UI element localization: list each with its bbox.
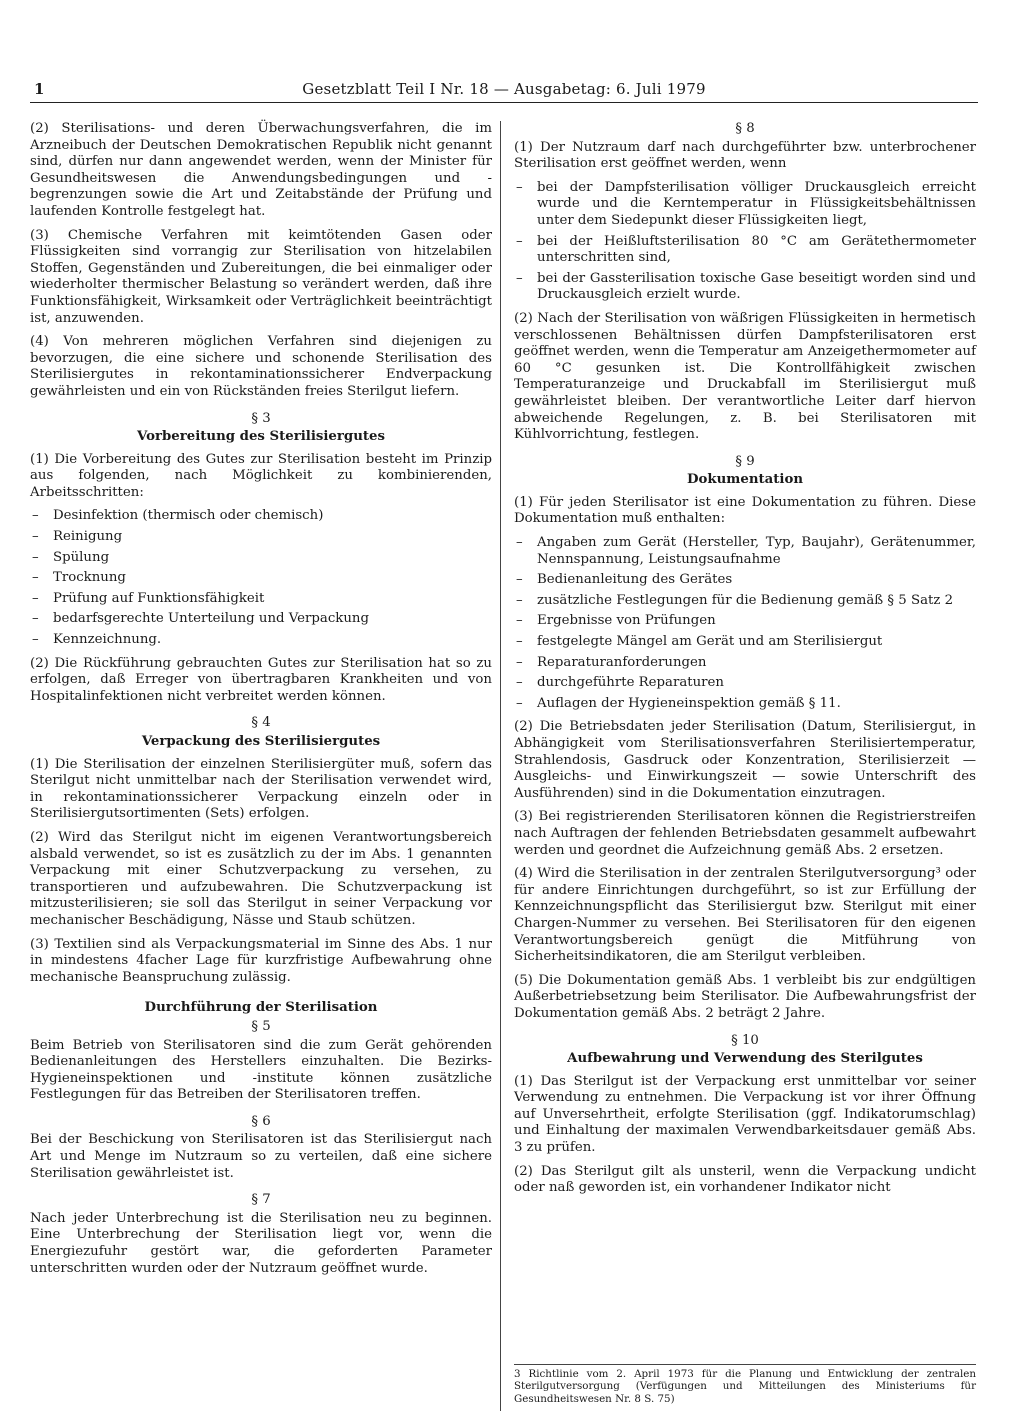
column-divider bbox=[500, 121, 501, 1411]
section-number: § 8 bbox=[735, 121, 755, 136]
list-item: – bei der Heißluftsterilisation 80 °C am Gerätethermometer unterschritten sind, bbox=[514, 234, 976, 267]
section-number: § 7 bbox=[251, 1192, 271, 1208]
section-number: § 4 bbox=[251, 715, 271, 731]
page-header bbox=[30, 78, 978, 103]
footnote: 3 Richtlinie vom 2. April 1973 für die Planung und Entwicklung der zentralen Sterilgutversorgung (Verfügungen und Mitteilungen des Ministeriums für Gesundheitswesen Nr. 8 S. 75) bbox=[514, 1364, 976, 1405]
section-number: § 9 bbox=[735, 453, 755, 469]
gazette-title: Gesetzblatt Teil I Nr. 18 — Ausgabetag: 6. Juli 1979 bbox=[302, 80, 706, 98]
paragraph: (2) Die Rückführung gebrauchten Gutes zur Sterilisation hat so zu erfolgen, daß Erreger von übertragbaren Krankheiten und von Hospitalinfektionen nicht verbreitet werden können. bbox=[30, 655, 492, 704]
paragraph: (2) Nach der Sterilisation von wäßrigen Flüssigkeiten in hermetisch verschlossenen Behältnissen dürfen Dampfsterilisatoren erst geöffnet werden, wenn die Temperatur am Anzeigethermometer auf 60 °C gesunken ist. Die Kontrollfähigkeit zwischen Temperaturanzeige und Druckabfall im Sterilisiergut muß gewährleistet bleiben. Der verantwortliche Leiter darf hiervon abweichende Regelungen, z. B. bei Sterilisatoren mit Kühlvorrichtung, festlegen. bbox=[514, 310, 976, 443]
section-heading: Aufbewahrung und Verwendung des Sterilgutes bbox=[567, 1051, 923, 1067]
documentation-list bbox=[514, 535, 976, 712]
list-item: – Kennzeichnung. bbox=[30, 632, 492, 649]
list-item: – festgelegte Mängel am Gerät und am Sterilisiergut bbox=[514, 634, 976, 651]
paragraph: (4) Wird die Sterilisation in der zentralen Sterilgutversorgung³ oder für andere Einrichtungen durchgeführt, so ist zur Erfüllung der Kennzeichnungspflicht das Sterilisiergut bzw. Sterilgut mit einer Chargen-Nummer zu versehen. Bei Sterilisatoren für den eigenen Verantwortungsbereich genügt die Mitführung von Sicherheitsindikatoren, die am Sterilgut verbleiben. bbox=[514, 866, 976, 965]
paragraph: (4) Von mehreren möglichen Verfahren sind diejenigen zu bevorzugen, die eine sichere und schonende Sterilisation des Sterilisiergutes in rekontaminationssicherer Endverpackung gewährleisten und ein von Rückständen freies Sterilgut liefern. bbox=[30, 334, 492, 399]
paragraph: (1) Für jeden Sterilisator ist eine Dokumentation zu führen. Diese Dokumentation muß enthalten: bbox=[514, 494, 976, 527]
condition-list bbox=[514, 180, 976, 304]
paragraph: (1) Der Nutzraum darf nach durchgeführter bzw. unterbrochener Sterilisation erst geöffnet werden, wenn bbox=[514, 139, 976, 172]
paragraph: (2) Die Betriebsdaten jeder Sterilisation (Datum, Sterilisiergut, in Abhängigkeit vom Sterilisationsverfahren Sterilisiertemperatur, Strahlendosis, Gasdruck oder Konzentration, Sterilisierzeit — Ausgleichs- und Einwirkungszeit — sowie Unterschrift des Ausführenden) sind in die Dokumentation einzutragen. bbox=[514, 719, 976, 801]
section-number: § 6 bbox=[251, 1113, 271, 1129]
paragraph: (2) Wird das Sterilgut nicht im eigenen Verantwortungsbereich alsbald verwendet, so ist es zusätzlich zu der im Abs. 1 genannten Verpackung mit einer Schutzverpackung zu versehen, zu transportieren und aufzubewahren. Die Schutzverpackung ist mitzusterilisieren; sie soll das Sterilgut in seiner Verpackung vor mechanischer Beschädigung, Nässe und Staub schützen. bbox=[30, 829, 492, 928]
step-list bbox=[30, 508, 492, 648]
list-item: – Auflagen der Hygieneinspektion gemäß § 11. bbox=[514, 696, 976, 713]
list-item: – zusätzliche Festlegungen für die Bedienung gemäß § 5 Satz 2 bbox=[514, 593, 976, 610]
list-item: – Reinigung bbox=[30, 529, 492, 546]
paragraph: Bei der Beschickung von Sterilisatoren ist das Sterilisiergut nach Art und Menge im Nutzraum so zu verteilen, daß eine sichere Sterilisation gewährleistet ist. bbox=[30, 1132, 492, 1181]
section-number: § 10 bbox=[731, 1032, 759, 1048]
paragraph: (3) Bei registrierenden Sterilisatoren können die Registrierstreifen nach Auftragen der fehlenden Betriebsdaten gesammelt aufbewahrt werden und geordnet die Aufzeichnung gemäß Abs. 2 ersetzen. bbox=[514, 809, 976, 858]
paragraph: (2) Das Sterilgut gilt als unsteril, wenn die Verpackung undicht oder naß geworden ist, ein vorhandener Indikator nicht bbox=[514, 1163, 976, 1196]
section-heading: Verpackung des Sterilisiergutes bbox=[141, 734, 381, 749]
paragraph: (1) Das Sterilgut ist der Verpackung erst unmittelbar vor seiner Verwendung zu entnehmen. Die Verpackung ist vor ihrer Öffnung auf Unversehrtheit, erfolgte Sterilisation (ggf. Indikatorumschlag) und Einhaltung der maximalen Verwendbarkeitsdauer gemäß Abs. 3 zu prüfen. bbox=[514, 1073, 976, 1156]
list-item: – bei der Dampfsterilisation völliger Druckausgleich erreicht wurde und die Kerntemperatur in Flüssigkeitsbehältnissen unter dem Siedepunkt dieser Flüssigkeiten liegt, bbox=[514, 180, 976, 230]
paragraph: (2) Sterilisations- und deren Überwachungsverfahren, die im Arzneibuch der Deutschen Demokratischen Republik nicht genannt sind, dürfen nur dann angewendet werden, wenn der Minister für Gesundheitswesen die Anwendungsbedingungen und -begrenzungen sowie die Art und Zeitabstände der Prüfung und laufenden Kontrolle festgelegt hat. bbox=[30, 121, 492, 219]
list-item: – Trocknung bbox=[30, 570, 492, 587]
chapter-heading: Durchführung der Sterilisation bbox=[144, 1000, 378, 1016]
list-item: – bei der Gassterilisation toxische Gase beseitigt worden sind und Druckausgleich erzielt wurde. bbox=[514, 271, 976, 304]
right-column bbox=[514, 121, 976, 1204]
list-item: – Spülung bbox=[30, 550, 492, 567]
list-item: – Ergebnisse von Prüfungen bbox=[514, 613, 976, 630]
paragraph: Beim Betrieb von Sterilisatoren sind die zum Gerät gehörenden Bedienanleitungen des Herstellers einzuhalten. Die Bezirks-Hygieneinspektionen und -institute können zusätzliche Festlegungen für das Betreiben der Sterilisatoren treffen. bbox=[30, 1037, 492, 1103]
paragraph: (1) Die Vorbereitung des Gutes zur Sterilisation besteht im Prinzip aus folgenden, nach Möglichkeit zu kombinierenden, Arbeitsschritten: bbox=[30, 451, 492, 500]
paragraph: (5) Die Dokumentation gemäß Abs. 1 verbleibt bis zur endgültigen Außerbetriebsetzung beim Sterilisator. Die Aufbewahrungsfrist der Dokumentation gemäß Abs. 2 beträgt 2 Jahre. bbox=[514, 972, 976, 1021]
list-item: – Reparaturanforderungen bbox=[514, 655, 976, 672]
section-heading: Dokumentation bbox=[687, 472, 803, 488]
list-item: – Bedienanleitung des Gerätes bbox=[514, 572, 976, 589]
list-item: – Prüfung auf Funktionsfähigkeit bbox=[30, 591, 492, 608]
list-item: – bedarfsgerechte Unterteilung und Verpackung bbox=[30, 611, 492, 628]
page-number: 1 bbox=[34, 80, 45, 98]
paragraph: (3) Chemische Verfahren mit keimtötenden Gasen oder Flüssigkeiten sind vorrangig zur Sterilisation von hitzelabilen Stoffen, Gegenständen und Zubereitungen, die bei einmaliger oder wiederholter thermischer Belastung so verändert werden, daß ihre Funktionsfähigkeit, Wirksamkeit oder Verträglichkeit beeinträchtigt ist, anzuwenden. bbox=[30, 227, 492, 326]
list-item: – Desinfektion (thermisch oder chemisch) bbox=[30, 508, 492, 525]
list-item: – durchgeführte Reparaturen bbox=[514, 675, 976, 692]
paragraph: (3) Textilien sind als Verpackungsmaterial im Sinne des Abs. 1 nur in mindestens 4facher Lage für kurzfristige Aufbewahrung ohne mechanische Beanspruchung zulässig. bbox=[30, 936, 492, 985]
section-number: § 5 bbox=[251, 1018, 271, 1034]
section-number: § 3 bbox=[251, 410, 271, 426]
left-column bbox=[30, 121, 492, 1284]
list-item: – Angaben zum Gerät (Hersteller, Typ, Baujahr), Gerätenummer, Nennspannung, Leistungsaufnahme bbox=[514, 535, 976, 568]
section-heading: Vorbereitung des Sterilisiergutes bbox=[137, 429, 385, 445]
paragraph: Nach jeder Unterbrechung ist die Sterilisation neu zu beginnen. Eine Unterbrechung der Sterilisation liegt vor, wenn die Energiezufuhr gestört war, die geforderten Parameter unterschritten wurden oder der Nutzraum geöffnet wurde. bbox=[30, 1210, 492, 1276]
paragraph: (1) Die Sterilisation der einzelnen Sterilisiergüter muß, sofern das Sterilgut nicht unmittelbar nach der Sterilisation verwendet wird, in rekontaminationssicherer Verpackung einzeln oder in Sterilisiergutsortimenten (Sets) erfolgen. bbox=[30, 756, 492, 822]
